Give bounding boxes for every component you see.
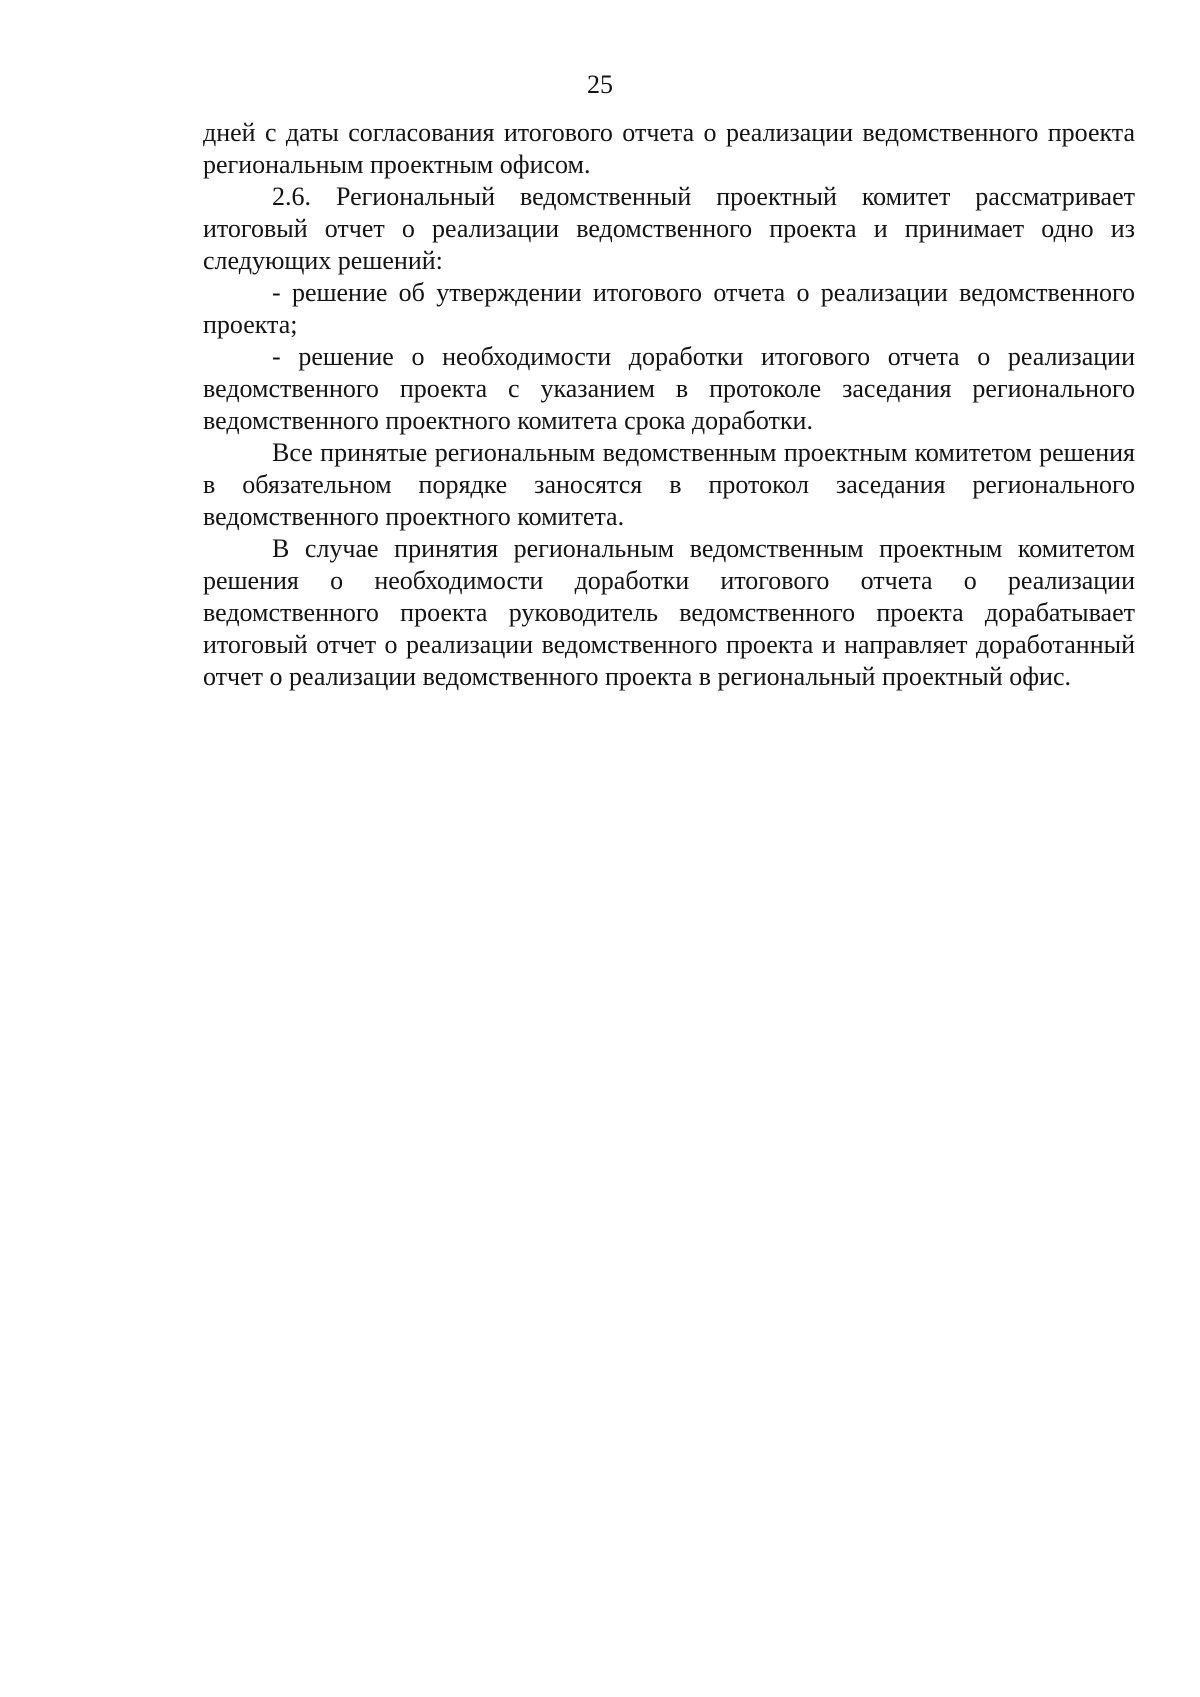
list-item-revision-decision: - решение о необходимости доработки итогового отчета о реализации ведомственного проекта с указанием в протоколе заседания регионального ведомственного проектного комитета срока доработки. [203,342,1135,435]
paragraph-revision-procedure: В случае принятия региональным ведомственным проектным комитетом решения о необходимости доработки итогового отчета о реализации ведомственного проекта руководитель ведомственного проекта дорабатывает итоговый отчет о реализации ведомственного проекта и направляет доработанный отчет о реализации ведомственного проекта в региональный проектный офис. [203,534,1135,691]
paragraph-clause-2-6: 2.6. Региональный ведомственный проектный комитет рассматривает итоговый отчет о реализации ведомственного проекта и принимает одно из следующих решений: [203,182,1135,275]
list-item-approval-decision: - решение об утверждении итогового отчета о реализации ведомственного проекта; [203,278,1135,339]
page-number: 25 [587,70,613,99]
document-body [203,117,1135,693]
paragraph-continuation: дней с даты согласования итогового отчета о реализации ведомственного проекта региональным проектным офисом. [203,118,1135,179]
paragraph-decisions-protocol: Все принятые региональным ведомственным проектным комитетом решения в обязательном порядке заносятся в протокол заседания регионального ведомственного проектного комитета. [203,438,1135,531]
